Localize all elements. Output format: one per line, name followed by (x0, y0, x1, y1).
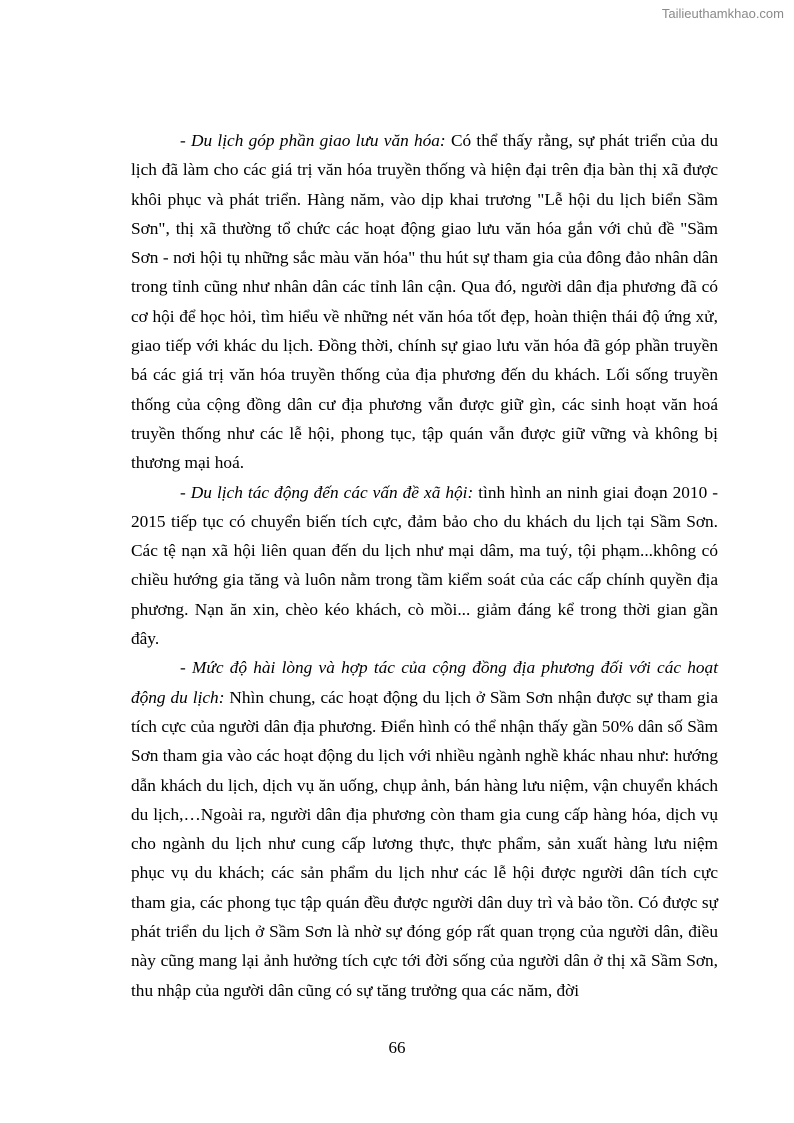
paragraph-community-satisfaction (131, 653, 718, 1005)
paragraph-heading: - Du lịch góp phần giao lưu văn hóa: (180, 131, 446, 150)
watermark-text: Tailieuthamkhao.com (661, 6, 784, 21)
document-body (131, 126, 718, 1005)
paragraph-heading: - Du lịch tác động đến các vấn đề xã hội: (180, 482, 474, 502)
paragraph-cultural-exchange (131, 126, 718, 478)
paragraph-text: Có thể thấy rằng, sự phát triển của du lịch đã làm cho các giá trị văn hóa truyền thống và hiện đại trên địa bàn thị xã được khôi phục và phát triển. Hàng năm, vào dịp khai trương "Lễ hội du lịch biển Sầm Sơn", thị xã thường tổ chức các hoạt động giao lưu văn hóa gắn với chủ đề "Sầm Sơn - nơi hội tụ những sắc màu văn hóa" thu hút sự tham gia của đông đảo nhân dân trong tỉnh cũng như nhân dân các tỉnh lân cận. Qua đó, người dân địa phương đã có cơ hội để học hỏi, tìm hiểu về những nét văn hóa tốt đẹp, hoàn thiện thái độ ứng xử, giao tiếp với khác du lịch. Đồng thời, chính sự giao lưu văn hóa đã góp phần truyền bá các giá trị văn hóa truyền thống của địa phương đến du khách. Lối sống truyền thống của cộng đồng dân cư địa phương vẫn được giữ gìn, các sinh hoạt văn hoá truyền thống như các lễ hội, phong tục, tập quán vẫn được giữ vững và không bị thương mại hoá. (131, 131, 718, 473)
paragraph-text: Nhìn chung, các hoạt động du lịch ở Sầm Sơn nhận được sự tham gia tích cực của người dân địa phương. Điển hình có thể nhận thấy gần 50% dân số Sầm Sơn tham gia vào các hoạt động du lịch với nhiều ngành nghề khác nhau như: hướng dẫn khách du lịch, dịch vụ ăn uống, chụp ảnh, bán hàng lưu niệm, vận chuyển khách du lịch,…Ngoài ra, người dân địa phương còn tham gia cung cấp hàng hóa, dịch vụ cho ngành du lịch như cung cấp lương thực, thực phẩm, sản xuất hàng lưu niệm phục vụ du khách; các sản phẩm du lịch như các lễ hội được người dân tích cực tham gia, các phong tục tập quán đều được người dân duy trì và bảo tồn. Có được sự phát triển du lịch ở Sầm Sơn là nhờ sự đóng góp rất quan trọng của người dân, điều này cũng mang lại ảnh hưởng tích cực tới đời sống của người dân ở thị xã Sầm Sơn, thu nhập của người dân cũng có sự tăng trưởng qua các năm, đời (131, 687, 719, 1000)
page-number: 66 (388, 1038, 406, 1057)
paragraph-heading: - Mức độ hài lòng và hợp tác của cộng đồng địa phương đối với các hoạt động du lịch: (131, 658, 718, 707)
paragraph-text: tình hình an ninh giai đoạn 2010 - 2015 tiếp tục có chuyển biến tích cực, đảm bảo cho du khách du lịch tại Sầm Sơn. Các tệ nạn xã hội liên quan đến du lịch như mại dâm, ma tuý, tội phạm...không có chiều hướng gia tăng và luôn nằm trong tầm kiểm soát của các cấp chính quyền địa phương. Nạn ăn xin, chèo kéo khách, cò mồi... giảm đáng kể trong thời gian gần đây. (131, 482, 719, 649)
paragraph-social-issues (131, 478, 718, 654)
